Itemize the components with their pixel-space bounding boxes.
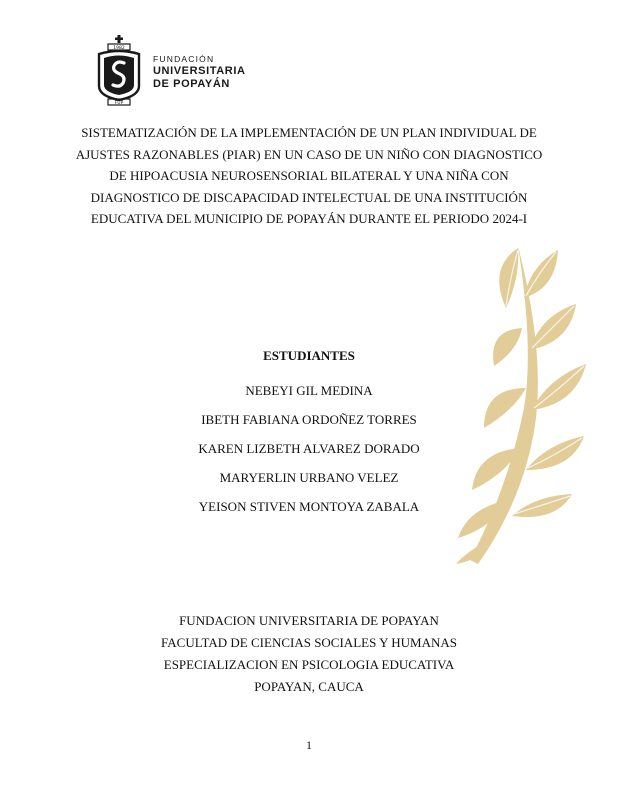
logo-line-3: DE POPAYÁN xyxy=(153,78,230,90)
logo-badge-top: 1982 xyxy=(113,46,125,51)
document-title xyxy=(60,122,558,230)
logo-line-1: FUNDACIÓN xyxy=(153,54,215,64)
student-name: NEBEYI GIL MEDINA xyxy=(245,383,373,398)
institution-line: FUNDACION UNIVERSITARIA DE POPAYAN xyxy=(179,613,439,628)
title-line: DE HIPOACUSIA NEUROSENSORIAL BILATERAL Y UNA NIÑA CON xyxy=(109,168,509,183)
students-section xyxy=(0,348,618,521)
title-line: AJUSTES RAZONABLES (PIAR) EN UN CASO DE UN NIÑO CON DIAGNOSTICO xyxy=(75,146,543,162)
students-heading: ESTUDIANTES xyxy=(263,348,355,363)
institution-line: POPAYAN, CAUCA xyxy=(254,679,364,694)
university-logo xyxy=(93,34,253,106)
student-name: KAREN LIZBETH ALVAREZ DORADO xyxy=(198,441,420,456)
student-name: YEISON STIVEN MONTOYA ZABALA xyxy=(198,499,420,514)
student-name: IBETH FABIANA ORDOÑEZ TORRES xyxy=(201,412,417,427)
title-line: EDUCATIVA DEL MUNICIPIO DE POPAYÁN DURANTE EL PERIODO 2024-I xyxy=(90,211,528,226)
logo-badge-bottom: FUP xyxy=(114,101,124,106)
title-line: DIAGNOSTICO DE DISCAPACIDAD INTELECTUAL DE UNA INSTITUCIÓN xyxy=(90,189,528,205)
title-line: SISTEMATIZACIÓN DE LA IMPLEMENTACIÓN DE UN PLAN INDIVIDUAL DE xyxy=(81,125,537,140)
student-name: MARYERLIN URBANO VELEZ xyxy=(219,470,399,485)
institution-line: FACULTAD DE CIENCIAS SOCIALES Y HUMANAS xyxy=(161,635,457,650)
institution-line: ESPECIALIZACION EN PSICOLOGIA EDUCATIVA xyxy=(163,657,455,672)
page-number: 1 xyxy=(306,738,312,752)
university-shield-icon xyxy=(93,34,145,106)
logo-line-2: UNIVERSITARIA xyxy=(153,65,246,77)
logo-wordmark xyxy=(153,54,246,91)
institution-block xyxy=(0,610,618,698)
